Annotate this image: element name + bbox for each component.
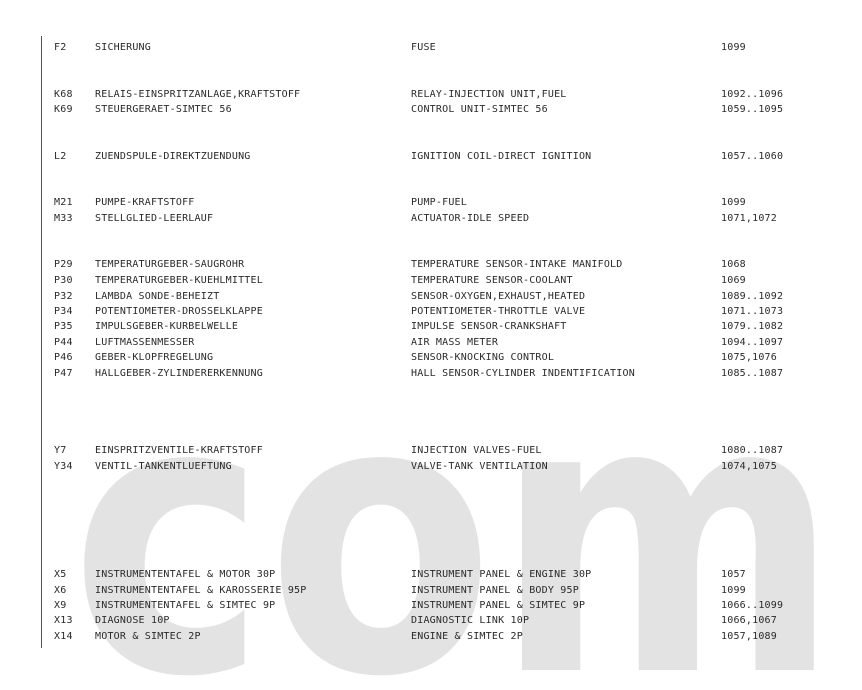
page-reference: 1099: [721, 585, 746, 596]
component-code: X5: [54, 569, 67, 580]
german-description: INSTRUMENTENTAFEL & KAROSSERIE 95P: [95, 585, 307, 596]
component-code: P30: [54, 275, 73, 286]
german-description: HALLGEBER-ZYLINDERERKENNUNG: [95, 368, 263, 379]
page-reference: 1089..1092: [721, 291, 784, 302]
component-code: P32: [54, 291, 73, 302]
english-description: SENSOR-OXYGEN,EXHAUST,HEATED: [411, 291, 586, 302]
page-reference: 1066,1067: [721, 615, 777, 626]
component-code: K69: [54, 104, 73, 115]
english-description: ENGINE & SIMTEC 2P: [411, 631, 523, 642]
english-description: TEMPERATURE SENSOR-INTAKE MANIFOLD: [411, 259, 623, 270]
watermark: [70, 270, 850, 690]
page-reference: 1075,1076: [721, 352, 777, 363]
german-description: LUFTMASSENMESSER: [95, 337, 195, 348]
german-description: VENTIL-TANKENTLUEFTUNG: [95, 461, 232, 472]
page-reference: 1079..1082: [721, 321, 784, 332]
component-code: L2: [54, 151, 67, 162]
page-reference: 1068: [721, 259, 746, 270]
page-reference: 1080..1087: [721, 445, 784, 456]
watermark-text: com: [70, 317, 840, 690]
component-code: X9: [54, 600, 67, 611]
component-code: Y34: [54, 461, 73, 472]
page-reference: 1092..1096: [721, 89, 784, 100]
page-reference: 1085..1087: [721, 368, 784, 379]
component-code: X6: [54, 585, 67, 596]
component-code: P44: [54, 337, 73, 348]
english-description: ACTUATOR-IDLE SPEED: [411, 213, 530, 224]
english-description: AIR MASS METER: [411, 337, 499, 348]
page-reference: 1074,1075: [721, 461, 777, 472]
component-code: P46: [54, 352, 73, 363]
header-code: F2: [54, 42, 67, 53]
german-description: GEBER-KLOPFREGELUNG: [95, 352, 214, 363]
page-reference: 1069: [721, 275, 746, 286]
english-description: DIAGNOSTIC LINK 10P: [411, 615, 530, 626]
english-description: RELAY-INJECTION UNIT,FUEL: [411, 89, 567, 100]
english-description: SENSOR-KNOCKING CONTROL: [411, 352, 555, 363]
english-description: INJECTION VALVES-FUEL: [411, 445, 542, 456]
page-reference: 1057..1060: [721, 151, 784, 162]
page-reference: 1057: [721, 569, 746, 580]
german-description: ZUENDSPULE-DIREKTZUENDUNG: [95, 151, 251, 162]
component-code: X14: [54, 631, 73, 642]
header-german: SICHERUNG: [95, 42, 151, 53]
component-code: P29: [54, 259, 73, 270]
page-reference: 1059..1095: [721, 104, 784, 115]
german-description: STEUERGERAET-SIMTEC 56: [95, 104, 232, 115]
german-description: LAMBDA SONDE-BEHEIZT: [95, 291, 220, 302]
english-description: IGNITION COIL-DIRECT IGNITION: [411, 151, 592, 162]
component-code: X13: [54, 615, 73, 626]
page-reference: 1071,1072: [721, 213, 777, 224]
component-code: M33: [54, 213, 73, 224]
page-reference: 1099: [721, 197, 746, 208]
german-description: PUMPE-KRAFTSTOFF: [95, 197, 195, 208]
german-description: DIAGNOSE 10P: [95, 615, 170, 626]
component-code: K68: [54, 89, 73, 100]
german-description: INSTRUMENTENTAFEL & MOTOR 30P: [95, 569, 276, 580]
english-description: POTENTIOMETER-THROTTLE VALVE: [411, 306, 586, 317]
page-reference: 1066..1099: [721, 600, 784, 611]
german-description: TEMPERATURGEBER-SAUGROHR: [95, 259, 245, 270]
page-reference: 1094..1097: [721, 337, 784, 348]
english-description: TEMPERATURE SENSOR-COOLANT: [411, 275, 573, 286]
german-description: POTENTIOMETER-DROSSELKLAPPE: [95, 306, 263, 317]
left-margin-rule: [41, 36, 42, 648]
english-description: CONTROL UNIT-SIMTEC 56: [411, 104, 548, 115]
english-description: INSTRUMENT PANEL & SIMTEC 9P: [411, 600, 586, 611]
component-code: P47: [54, 368, 73, 379]
component-code: P35: [54, 321, 73, 332]
component-code: P34: [54, 306, 73, 317]
german-description: MOTOR & SIMTEC 2P: [95, 631, 201, 642]
header-page: 1099: [721, 42, 746, 53]
german-description: INSTRUMENTENTAFEL & SIMTEC 9P: [95, 600, 276, 611]
german-description: STELLGLIED-LEERLAUF: [95, 213, 214, 224]
component-code: M21: [54, 197, 73, 208]
english-description: VALVE-TANK VENTILATION: [411, 461, 548, 472]
english-description: INSTRUMENT PANEL & ENGINE 30P: [411, 569, 592, 580]
english-description: IMPULSE SENSOR-CRANKSHAFT: [411, 321, 567, 332]
header-english: FUSE: [411, 42, 436, 53]
english-description: PUMP-FUEL: [411, 197, 467, 208]
page-reference: 1071..1073: [721, 306, 784, 317]
german-description: TEMPERATURGEBER-KUEHLMITTEL: [95, 275, 263, 286]
page-reference: 1057,1089: [721, 631, 777, 642]
german-description: EINSPRITZVENTILE-KRAFTSTOFF: [95, 445, 263, 456]
english-description: INSTRUMENT PANEL & BODY 95P: [411, 585, 579, 596]
german-description: RELAIS-EINSPRITZANLAGE,KRAFTSTOFF: [95, 89, 301, 100]
german-description: IMPULSGEBER-KURBELWELLE: [95, 321, 239, 332]
english-description: HALL SENSOR-CYLINDER INDENTIFICATION: [411, 368, 635, 379]
component-code: Y7: [54, 445, 67, 456]
